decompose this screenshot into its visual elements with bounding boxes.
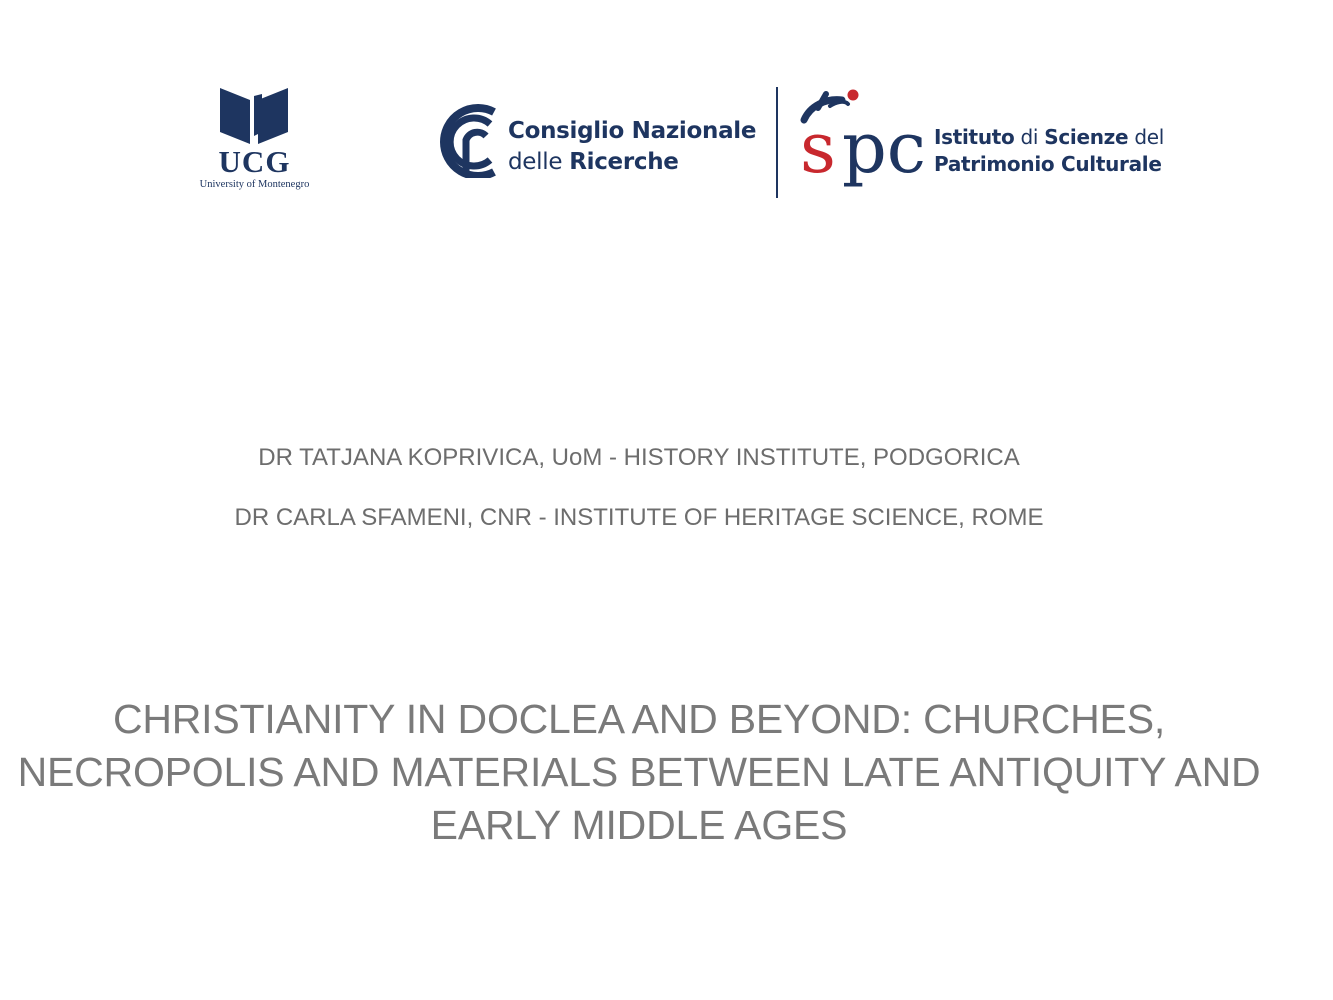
cnr-line2-light: delle [508, 149, 563, 175]
author-line: DR CARLA SFAMENI, CNR - INSTITUTE OF HERITAGE SCIENCE, ROME [234, 504, 1044, 531]
author-line: DR TATJANA KOPRIVICA, UoM - HISTORY INSTITUTE, PODGORICA [258, 444, 1020, 471]
title-line: CHRISTIANITY IN DOCLEA AND BEYOND: CHURCHES, [112, 696, 1166, 742]
title-line: NECROPOLIS AND MATERIALS BETWEEN LATE ANTIQUITY AND [17, 749, 1261, 795]
ucg-name: UCG [218, 144, 291, 179]
cnr-logo [424, 100, 764, 190]
title-line: EARLY MIDDLE AGES [430, 802, 848, 848]
cnr-line2-strong: Ricerche [569, 149, 679, 175]
svg-text:s: s [800, 107, 836, 189]
ispc-logo [796, 86, 1166, 198]
ispc-line1-b: di [1020, 125, 1039, 149]
cnr-name-line2 [508, 149, 679, 175]
ispc-emblem-icon [796, 86, 930, 198]
ucg-logo [186, 86, 326, 196]
ispc-line1-c: Scienze [1044, 125, 1129, 149]
cnr-name-line1: Consiglio Nazionale [508, 118, 757, 144]
logo-divider [776, 87, 778, 198]
ispc-line1-a: Istituto [934, 125, 1015, 149]
ispc-line1-d: del [1134, 125, 1165, 149]
svg-text:pc: pc [842, 107, 927, 189]
ispc-name-line1 [934, 125, 1164, 149]
ucg-subtitle: University of Montenegro [199, 179, 310, 190]
ispc-name-line2: Patrimonio Culturale [934, 152, 1162, 176]
open-book-icon [218, 86, 290, 144]
authors-block [0, 443, 1278, 563]
cnr-emblem-icon [424, 102, 500, 178]
presentation-title [0, 693, 1278, 852]
